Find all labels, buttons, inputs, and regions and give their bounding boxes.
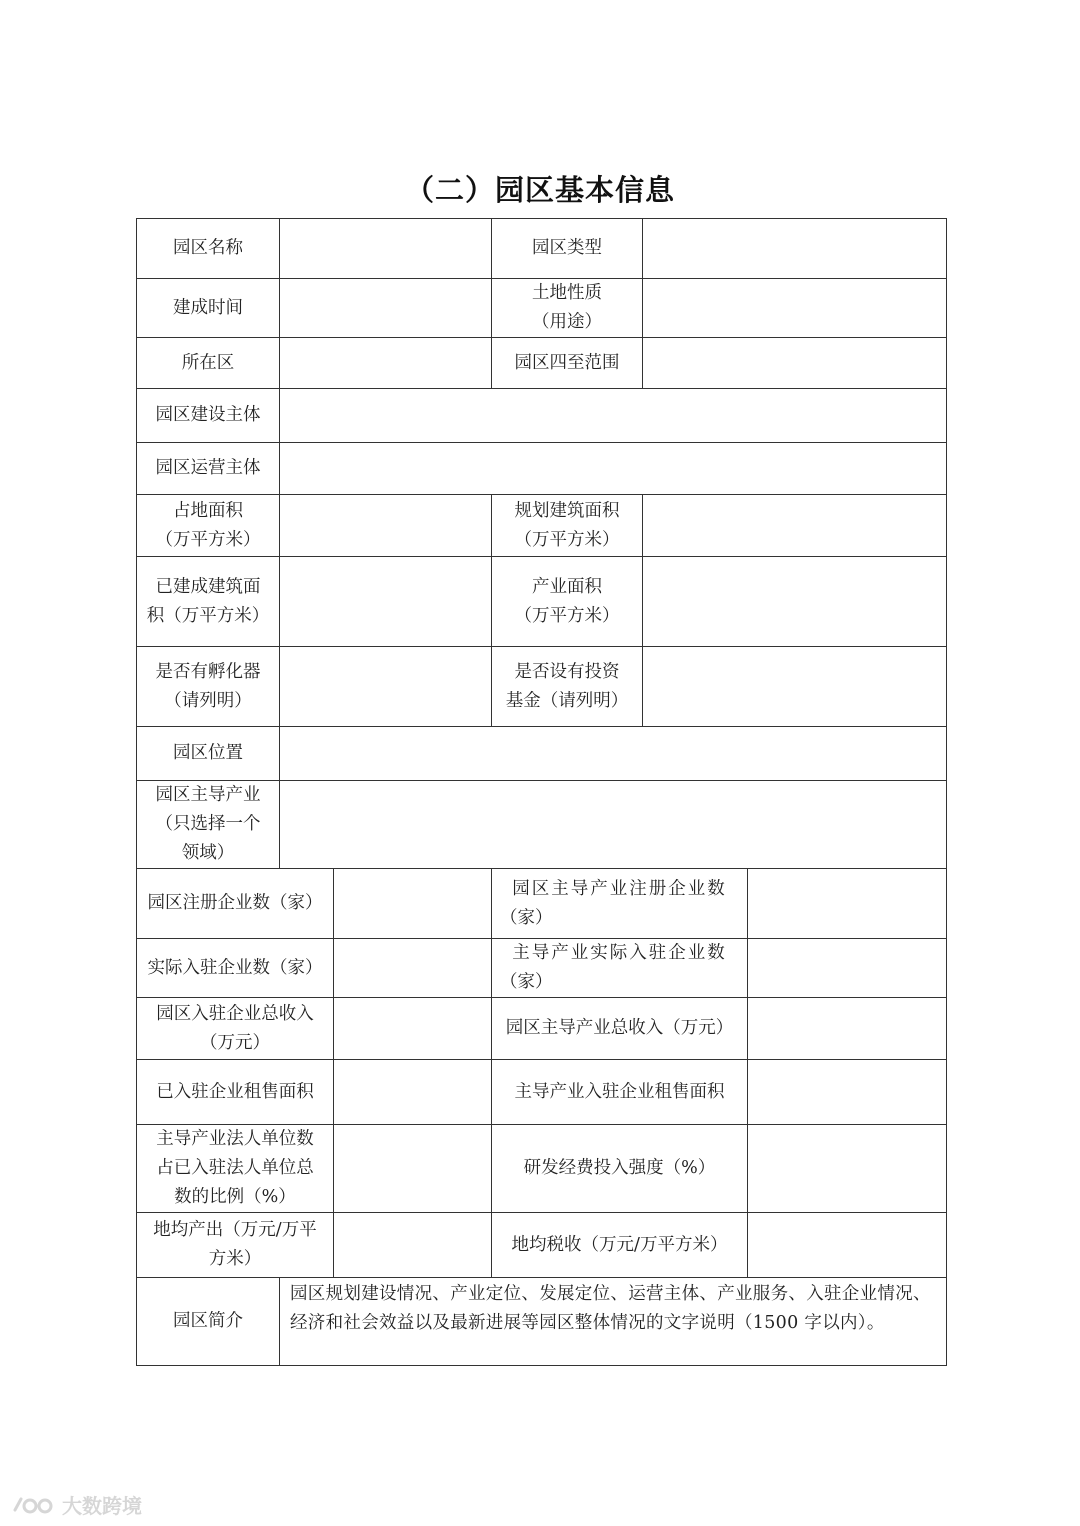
label-industry-area-line2: （万平方米） — [514, 605, 620, 626]
label-main-industry-line2: （只选择一个 — [155, 814, 261, 834]
value-main-rented-area[interactable] — [748, 1060, 947, 1125]
label-planned-area — [492, 495, 643, 557]
label-fund-line1: 是否设有投资 — [514, 661, 620, 682]
label-boundary: 园区四至范围 — [492, 338, 643, 389]
value-planned-area[interactable] — [643, 495, 947, 557]
label-rented-area: 已入驻企业租售面积 — [137, 1060, 334, 1125]
label-land-nature-line2: （用途） — [532, 312, 602, 332]
watermark-text: 大数跨境 — [62, 1494, 142, 1518]
label-park-type: 园区类型 — [492, 219, 643, 279]
label-main-industry — [137, 781, 280, 869]
value-land-area[interactable] — [280, 495, 492, 557]
label-land-area-line1: 占地面积 — [173, 500, 243, 521]
label-intro: 园区简介 — [137, 1278, 280, 1366]
label-main-actual-companies-line2: （家） — [500, 972, 553, 992]
label-main-rented-area: 主导产业入驻企业租售面积 — [492, 1060, 748, 1125]
label-legal-ratio — [137, 1125, 334, 1213]
value-main-industry[interactable] — [280, 781, 947, 869]
page-title: （二）园区基本信息 — [404, 173, 675, 207]
label-main-reg-companies-line1: 园区主导产业注册企业数 — [512, 878, 727, 899]
label-main-industry-line3: 领域） — [181, 843, 235, 863]
value-boundary[interactable] — [643, 338, 947, 389]
value-total-revenue[interactable] — [334, 998, 492, 1060]
value-location[interactable] — [280, 727, 947, 781]
value-land-nature[interactable] — [643, 279, 947, 338]
label-land-nature-line1: 土地性质 — [532, 283, 602, 303]
label-main-industry-line1: 园区主导产业 — [155, 785, 261, 805]
label-main-actual-companies — [492, 939, 748, 998]
value-intro-text[interactable]: 园区规划建设情况、产业定位、发展定位、运营主体、产业服务、入驻企业情况、经济和社会效益以及最新进展等园区整体情况的文字说明（1500 字以内）。 — [280, 1278, 947, 1366]
label-legal-ratio-line3: 数的比例（%） — [174, 1187, 296, 1207]
watermark — [12, 1490, 142, 1519]
watermark-logo-icon — [12, 1495, 56, 1515]
value-main-reg-companies[interactable] — [748, 869, 947, 939]
label-planned-area-line2: （万平方米） — [514, 529, 620, 550]
value-legal-ratio[interactable] — [334, 1125, 492, 1213]
label-incubator — [137, 647, 280, 727]
label-fund — [492, 647, 643, 727]
label-main-reg-companies — [492, 869, 748, 939]
label-built-area-line2: 积（万平方米） — [146, 605, 270, 626]
label-built-time: 建成时间 — [137, 279, 280, 338]
value-output-per-area[interactable] — [334, 1213, 492, 1278]
value-builder[interactable] — [280, 389, 947, 443]
value-main-actual-companies[interactable] — [748, 939, 947, 998]
label-legal-ratio-line1: 主导产业法人单位数 — [156, 1129, 314, 1149]
label-total-revenue-line2: （万元） — [200, 1032, 270, 1053]
label-planned-area-line1: 规划建筑面积 — [514, 500, 620, 521]
value-rd-intensity[interactable] — [748, 1125, 947, 1213]
label-output-per-area-line1: 地均产出（万元/万平 — [153, 1220, 317, 1240]
label-land-area — [137, 495, 280, 557]
value-incubator[interactable] — [280, 647, 492, 727]
label-total-revenue-line1: 园区入驻企业总收入 — [156, 1003, 314, 1024]
label-tax-per-area: 地均税收（万元/万平方米） — [492, 1213, 748, 1278]
label-industry-area — [492, 557, 643, 647]
label-main-actual-companies-line1: 主导产业实际入驻企业数 — [512, 943, 727, 963]
label-location: 园区位置 — [137, 727, 280, 781]
value-actual-companies[interactable] — [334, 939, 492, 998]
label-builder: 园区建设主体 — [137, 389, 280, 443]
value-fund[interactable] — [643, 647, 947, 727]
label-total-revenue — [137, 998, 334, 1060]
label-legal-ratio-line2: 占已入驻法人单位总 — [156, 1158, 314, 1178]
value-operator[interactable] — [280, 443, 947, 495]
label-output-per-area — [137, 1213, 334, 1278]
value-industry-area[interactable] — [643, 557, 947, 647]
label-main-reg-companies-line2: （家） — [500, 907, 553, 928]
value-main-revenue[interactable] — [748, 998, 947, 1060]
label-operator: 园区运营主体 — [137, 443, 280, 495]
value-built-area[interactable] — [280, 557, 492, 647]
label-park-name: 园区名称 — [137, 219, 280, 279]
value-district[interactable] — [280, 338, 492, 389]
value-built-time[interactable] — [280, 279, 492, 338]
value-tax-per-area[interactable] — [748, 1213, 947, 1278]
label-rd-intensity: 研发经费投入强度（%） — [492, 1125, 748, 1213]
value-rented-area[interactable] — [334, 1060, 492, 1125]
label-built-area-line1: 已建成建筑面 — [155, 576, 261, 597]
label-actual-companies: 实际入驻企业数（家） — [137, 939, 334, 998]
label-industry-area-line1: 产业面积 — [532, 576, 602, 597]
label-output-per-area-line2: 方米） — [208, 1249, 262, 1269]
label-district: 所在区 — [137, 338, 280, 389]
label-land-area-line2: （万平方米） — [155, 529, 261, 550]
value-park-type[interactable] — [643, 219, 947, 279]
label-incubator-line1: 是否有孵化器 — [155, 661, 261, 682]
label-incubator-line2: （请列明） — [164, 690, 252, 711]
value-park-name[interactable] — [280, 219, 492, 279]
label-main-revenue: 园区主导产业总收入（万元） — [492, 998, 748, 1060]
park-info-table — [136, 218, 947, 1366]
label-fund-line2: 基金（请列明） — [505, 690, 629, 711]
value-reg-companies[interactable] — [334, 869, 492, 939]
label-reg-companies: 园区注册企业数（家） — [137, 869, 334, 939]
label-land-nature — [492, 279, 643, 338]
label-built-area — [137, 557, 280, 647]
